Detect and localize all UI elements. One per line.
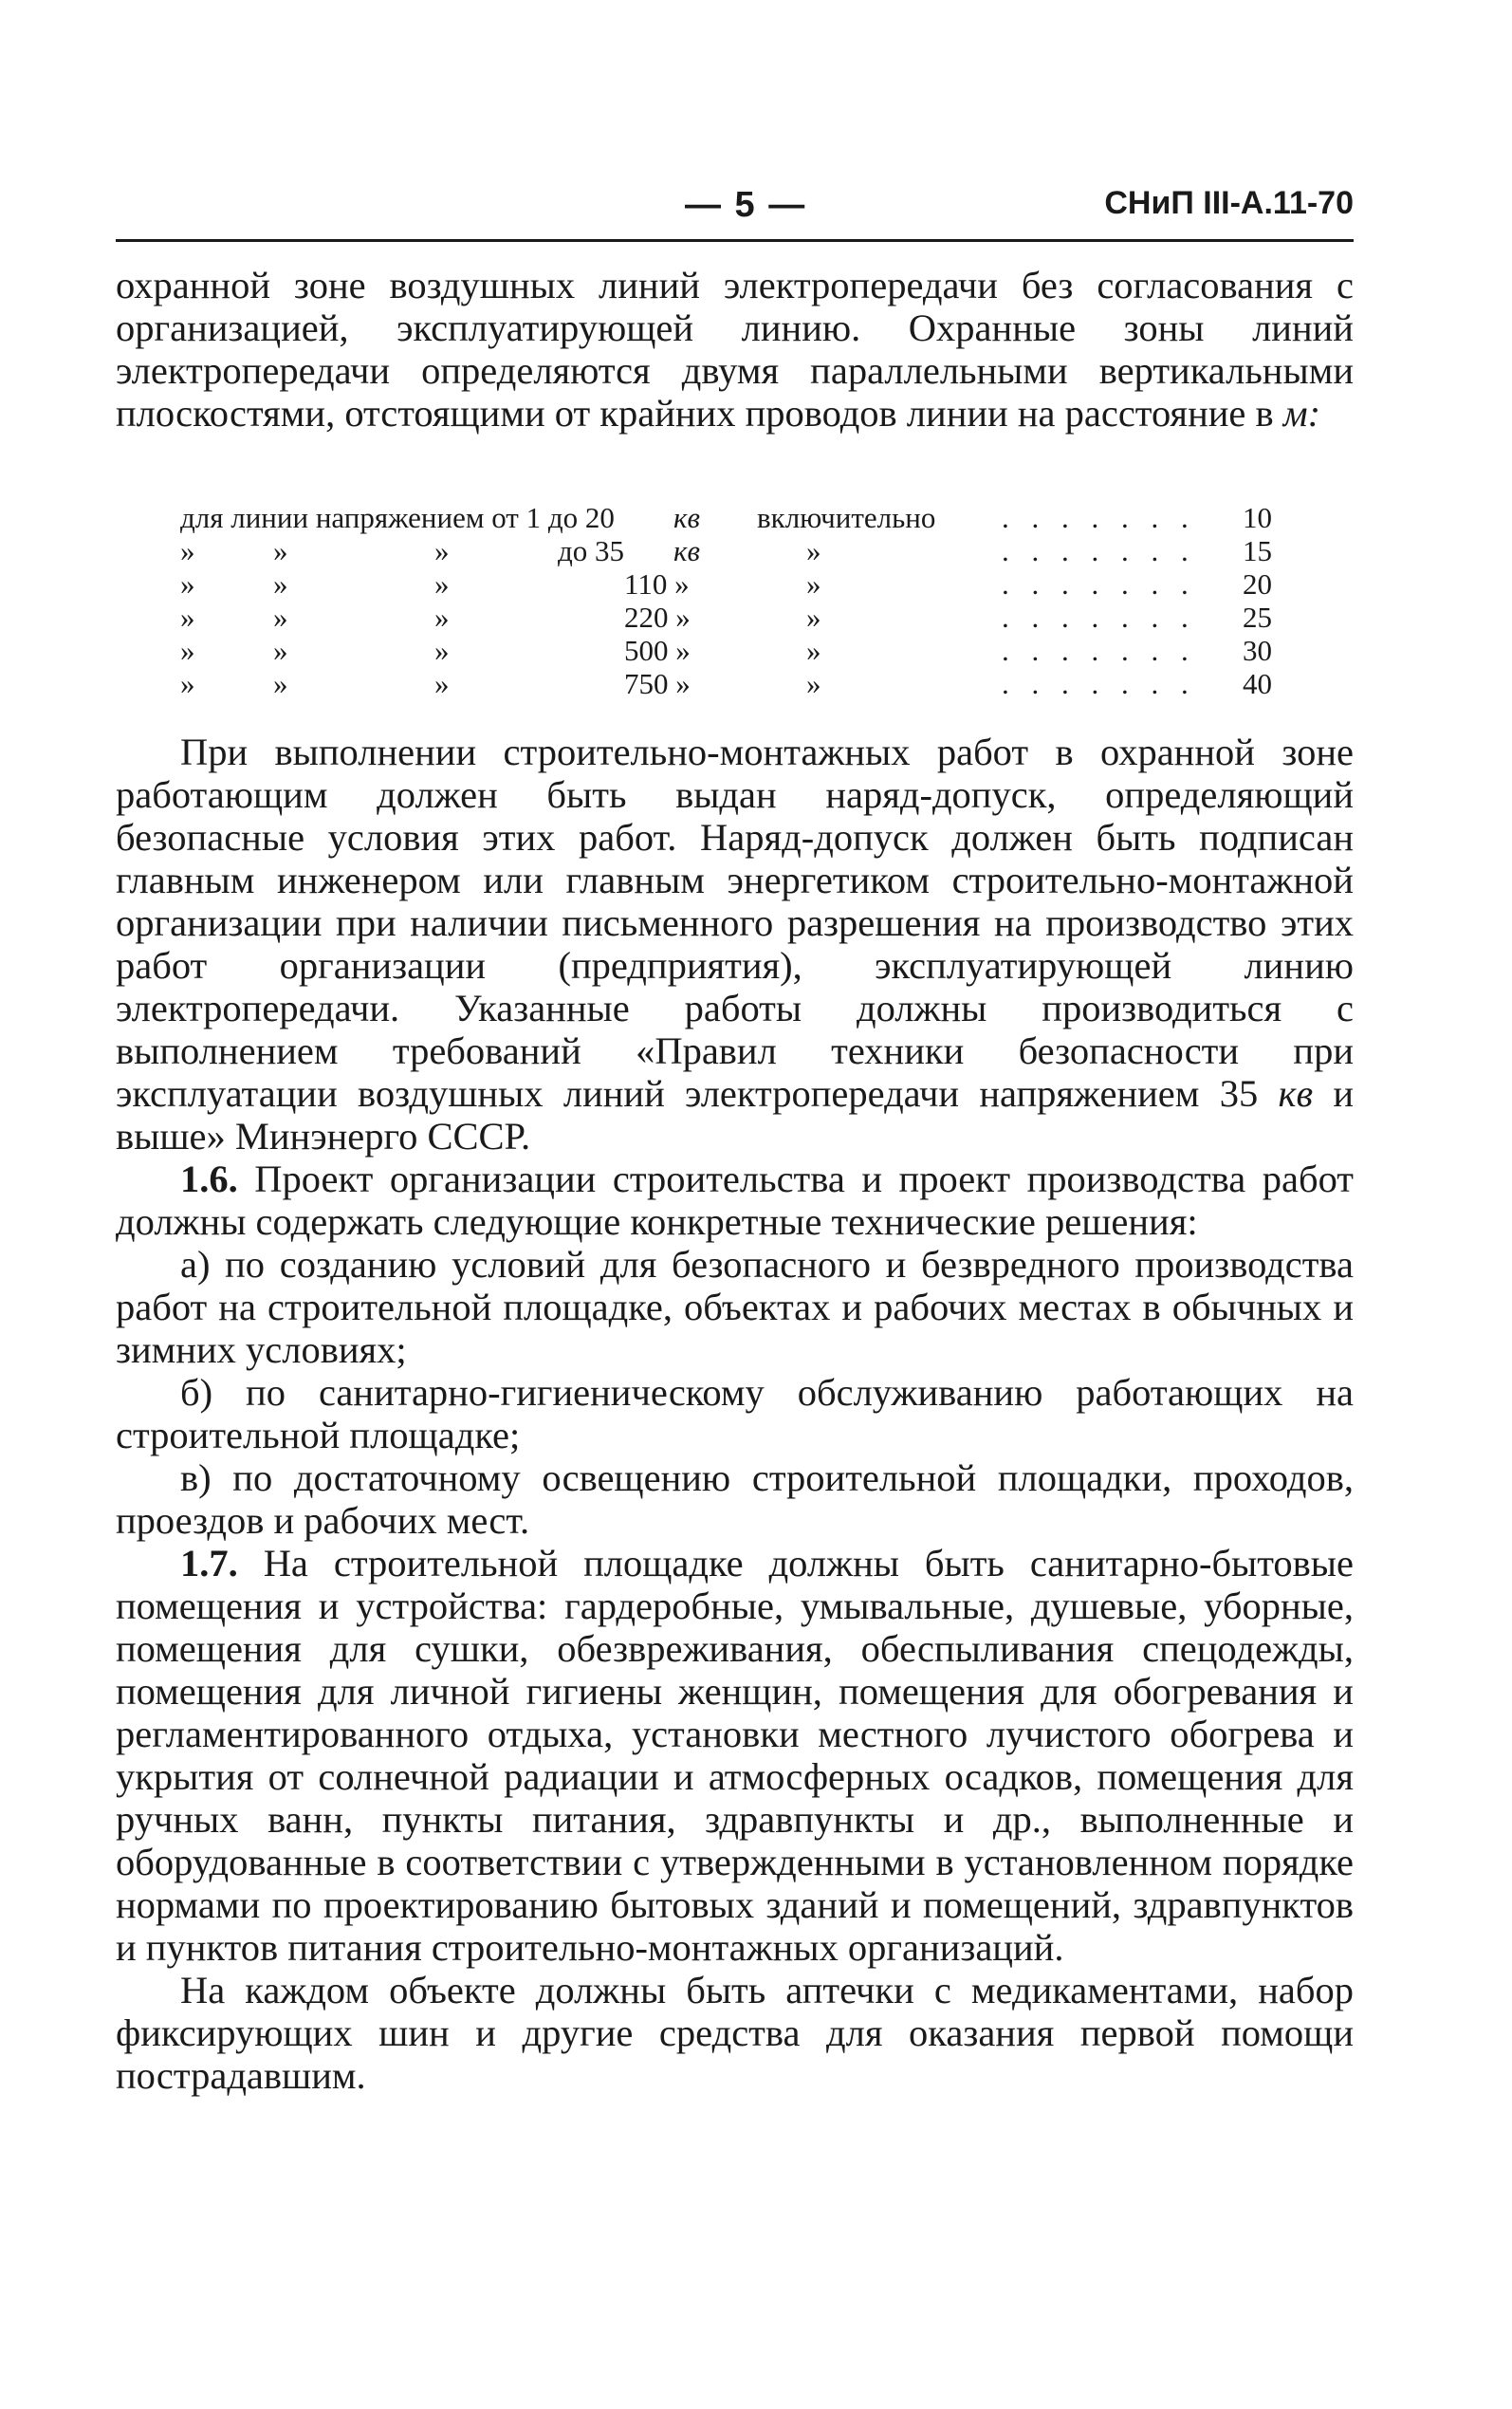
zone-row-distance: 10 [1243,501,1272,534]
zone-row-leader: . . . . . . . [1002,601,1196,634]
zone-row-inclusive: включительно [757,501,936,534]
zone-row [180,501,1281,534]
page-header [116,185,1354,242]
zone-row-voltage: 500 » [624,634,691,667]
zone-row-distance: 25 [1243,601,1272,634]
zone-row-distance: 40 [1243,667,1272,700]
clause-text: На строительной площадке должны быть санитарно-бытовые помещения и устройства: гардеробные, умывальные, душевые, уборные, помещения для сушки, обезвреживания, обеспыливания спецодежды, помещения для личной гигиены женщин, помещения для обогревания и регламентированного отдыха, установки местного лучистого обогрева и укрытия от солнечной радиации и атмосферных осадков, помещения для ручных ванн, пункты питания, здравпункты и др., выполненные и оборудованные в соответствии с утвержденными в установленном порядке нормами по проектированию бытовых зданий и помещений, здравпунктов и пунктов питания строительно-монтажных организаций. [116,1542,1354,1969]
clause-1-7 [116,1542,1354,1969]
ditto-mark: » [434,534,450,567]
works-paragraph [116,731,1354,1158]
zone-row-voltage: 110 » [624,567,690,601]
ditto-mark: » [180,534,195,567]
ditto-mark: » [273,667,288,700]
intro-text: охранной зоне воздушных линий электропередачи без согласования с организацией, эксплуатирующей линию. Охранные зоны линий электропередачи определяются двумя параллельными вертикальными плоскостями, отстоящими от крайних проводов линии на расстояние в [116,264,1354,435]
first-aid-paragraph: На каждом объекте должны быть аптечки с медикаментами, набор фиксирующих шин и другие средства для оказания первой помощи пострадавшим. [116,1969,1354,2097]
zone-row-unit: кв [673,534,700,567]
ditto-mark: » [180,667,195,700]
zone-row-voltage: 750 » [624,667,691,700]
zone-row [180,567,1281,601]
intro-unit: м: [1282,392,1321,435]
document-code: СНиП III-А.11-70 [1104,185,1354,221]
zone-row-voltage: 220 » [624,601,691,634]
page-number: — 5 — [685,185,807,225]
ditto-mark: » [180,634,195,667]
zone-row-unit: кв [673,501,700,534]
ditto-mark: » [806,601,821,634]
zone-row-distance: 15 [1243,534,1272,567]
zone-row-distance: 30 [1243,634,1272,667]
ditto-mark: » [434,667,450,700]
clause-number: 1.6. [180,1158,238,1200]
ditto-mark: » [806,567,821,601]
protection-zone-table [180,501,1281,700]
zone-row [180,634,1281,667]
works-text: При выполнении строительно-монтажных работ в охранной зоне работающим должен быть выдан наряд-допуск, определяющий безопасные условия этих работ. Наряд-допуск должен быть подписан главным инженером или главным энергетиком строительно-монтажной организации при наличии письменного разрешения на производство этих работ организации (предприятия), эксплуатирующей линию электропередачи. Указанные работы должны производиться с выполнением требований «Правил техники безопасности при эксплуатации воздушных линий электропередачи напряжением 35 [116,731,1354,1115]
document-body [116,264,1354,435]
ditto-mark: » [806,634,821,667]
ditto-mark: » [273,534,288,567]
zone-row-leader: . . . . . . . [1002,634,1196,667]
ditto-mark: » [806,667,821,700]
zone-row-label: для линии напряжением от 1 до 20 [180,501,615,534]
zone-row-leader: . . . . . . . [1002,534,1196,567]
clause-1-6 [116,1158,1354,1243]
ditto-mark: » [273,567,288,601]
works-unit: кв [1278,1072,1314,1115]
list-item-a: а) по созданию условий для безопасного и безвредного производства работ на строительной площадке, объектах и рабочих местах в обычных и зимних условиях; [116,1243,1354,1371]
document-body-continued [116,731,1354,2097]
ditto-mark: » [180,567,195,601]
zone-row-leader: . . . . . . . [1002,501,1196,534]
zone-row-leader: . . . . . . . [1002,667,1196,700]
ditto-mark: » [434,634,450,667]
list-item-b: б) по санитарно-гигиеническому обслуживанию работающих на строительной площадке; [116,1371,1354,1456]
ditto-mark: » [273,634,288,667]
intro-paragraph [116,264,1354,435]
works-text-end: и выше» Минэнерго СССР. [116,1072,1355,1158]
ditto-mark: » [180,601,195,634]
list-item-v: в) по достаточному освещению строительной площадки, проходов, проездов и рабочих мест. [116,1456,1354,1542]
header-divider [116,239,1354,242]
clause-text: Проект организации строительства и проект производства работ должны содержать следующие конкретные технические решения: [116,1158,1354,1243]
ditto-mark: » [434,567,450,601]
clause-number: 1.7. [180,1542,238,1584]
zone-row-distance: 20 [1243,567,1272,601]
ditto-mark: » [434,601,450,634]
zone-row [180,534,1281,567]
ditto-mark: » [806,534,821,567]
zone-row-voltage: до 35 [558,534,625,567]
zone-row [180,601,1281,634]
zone-row [180,667,1281,700]
zone-row-leader: . . . . . . . [1002,567,1196,601]
ditto-mark: » [273,601,288,634]
